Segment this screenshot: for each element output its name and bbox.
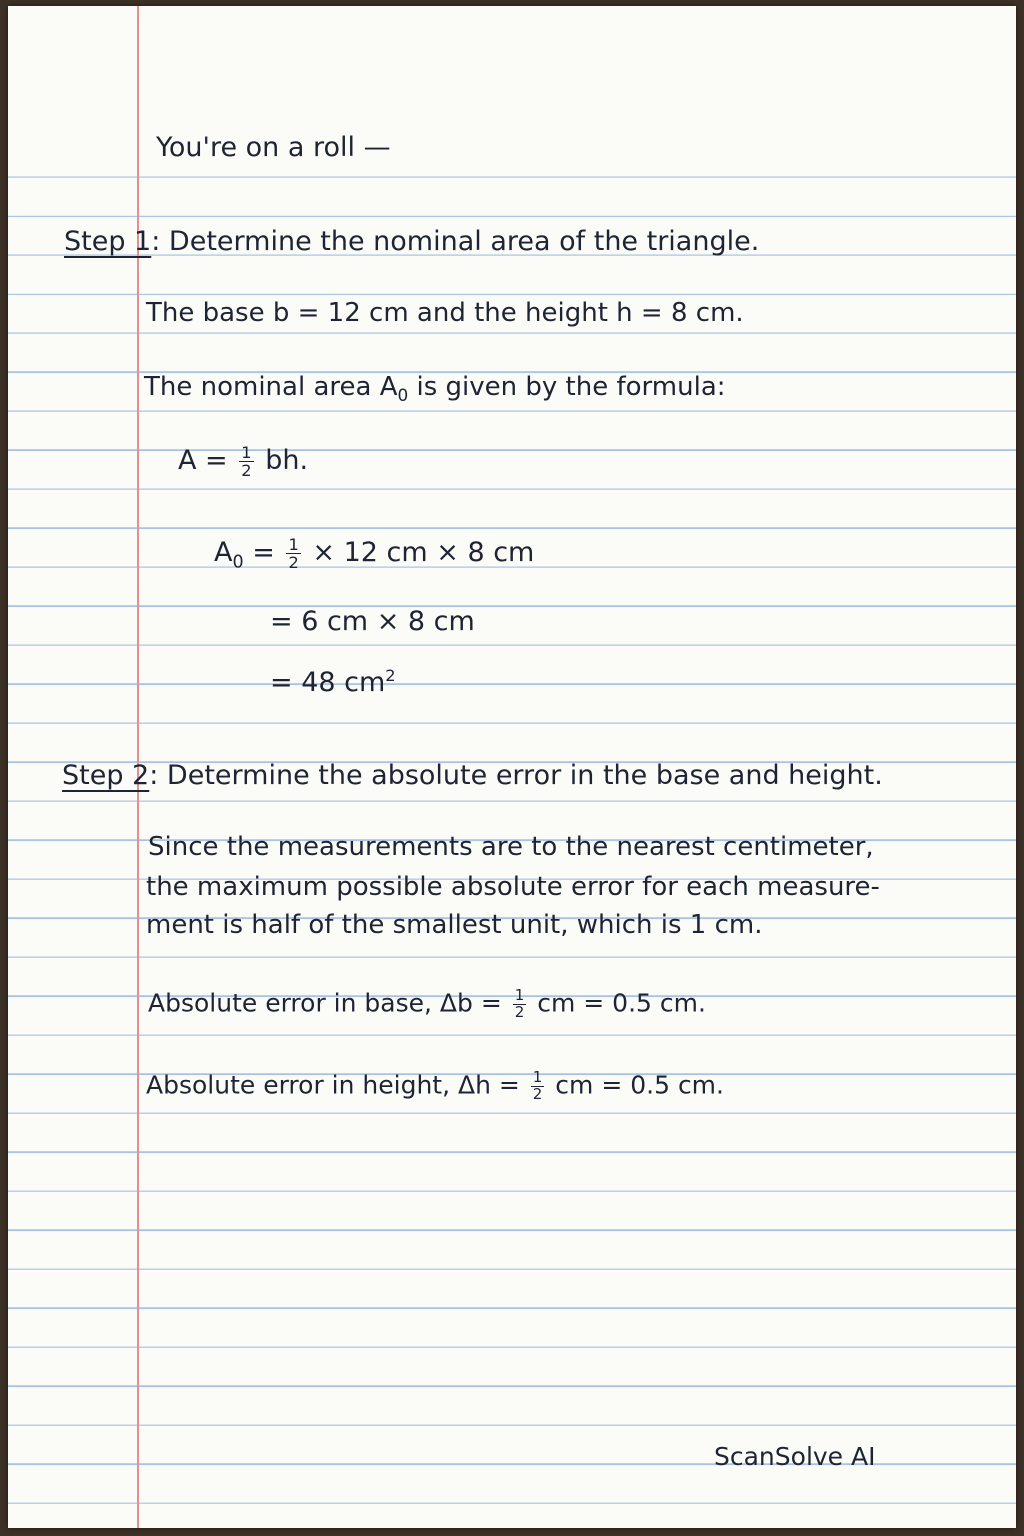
step2-title: : Determine the absolute error in the base and height. [149, 760, 883, 791]
fraction-numerator: 1 [288, 535, 299, 554]
fraction-numerator: 1 [241, 443, 252, 462]
formula-intro-text: The nominal area A [144, 372, 398, 402]
step1-label: Step 1 [64, 226, 152, 257]
formula-lhs: A = [178, 445, 228, 476]
formula-intro-rest: is given by the formula: [408, 372, 726, 402]
step2-line1: Since the measurements are to the nearest centimeter, [148, 832, 874, 862]
height-error-line [146, 1070, 724, 1103]
fraction-half [513, 988, 527, 1021]
calc1-lhs: A [214, 537, 233, 568]
height-error-value: cm = 0.5 cm. [555, 1070, 724, 1100]
fraction-denominator: 2 [241, 461, 252, 480]
base-error-label: Absolute error in base, Δb = [148, 988, 502, 1018]
fraction-numerator: 1 [514, 986, 525, 1004]
step2-label: Step 2 [62, 760, 150, 791]
step2-line3: ment is half of the smallest unit, which is 1 cm. [146, 910, 763, 940]
formula-intro-subscript: 0 [397, 385, 409, 406]
notebook-page [8, 6, 1016, 1528]
signature: ScanSolve AI [714, 1442, 876, 1471]
step1-formula-intro [144, 372, 726, 405]
page-header-blank [8, 6, 1016, 139]
area-calc-line2: = 6 cm × 8 cm [270, 606, 475, 637]
area-calc-line1 [214, 536, 534, 572]
fraction-half [286, 536, 300, 571]
height-error-label: Absolute error in height, Δh = [146, 1070, 520, 1100]
fraction-denominator: 2 [288, 553, 299, 572]
greeting-text: You're on a roll — [156, 132, 391, 163]
calc1-subscript: 0 [232, 552, 244, 573]
fraction-denominator: 2 [514, 1002, 525, 1021]
step2-heading [62, 760, 883, 791]
fraction-half [531, 1070, 545, 1103]
step1-heading [64, 226, 759, 257]
step1-title: : Determine the nominal area of the triangle. [151, 226, 760, 257]
formula-rhs: bh. [265, 445, 309, 476]
calc3-text: = 48 cm [270, 667, 386, 698]
base-error-line [148, 988, 706, 1021]
area-calc-line3 [270, 666, 396, 698]
fraction-denominator: 2 [532, 1084, 543, 1103]
step2-line2: the maximum possible absolute error for each measure- [146, 872, 880, 902]
calc1-equals: = [243, 537, 275, 568]
step1-given: The base b = 12 cm and the height h = 8 cm. [146, 298, 744, 328]
area-formula [178, 444, 308, 479]
calc3-superscript: 2 [385, 666, 396, 685]
fraction-half [239, 444, 253, 479]
fraction-numerator: 1 [532, 1068, 543, 1086]
base-error-value: cm = 0.5 cm. [537, 988, 706, 1018]
calc1-rhs: × 12 cm × 8 cm [312, 537, 535, 568]
